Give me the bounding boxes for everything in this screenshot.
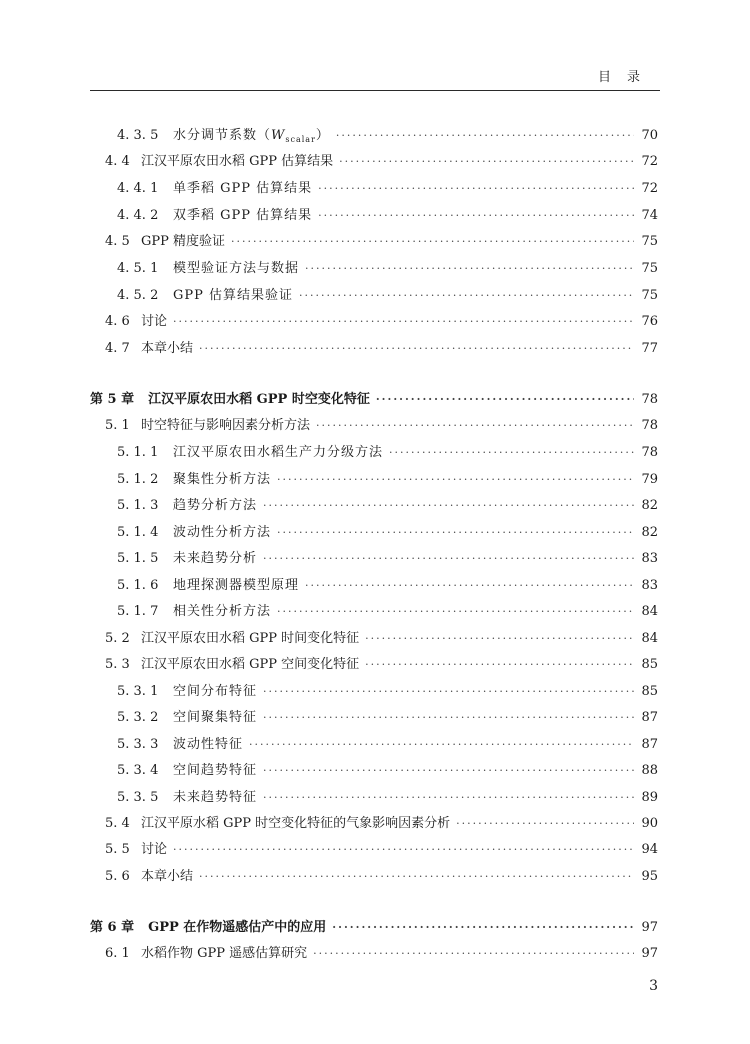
- toc-title: 未来趋势分析: [173, 551, 258, 566]
- leader-dots: [173, 843, 634, 856]
- toc-entry-5-3[interactable]: [105, 653, 658, 673]
- toc-entry-5-1-3[interactable]: [117, 494, 658, 514]
- toc-entry-5-3-2[interactable]: [117, 706, 658, 726]
- leader-dots: [277, 526, 634, 539]
- toc-number: 5. 5: [105, 842, 130, 857]
- toc-number: 5. 2: [105, 631, 130, 646]
- w-symbol: W: [271, 128, 286, 143]
- toc-title: 江汉平原农田水稻生产力分级方法: [173, 445, 384, 460]
- toc-page: 84: [641, 631, 658, 646]
- toc-entry-6-1[interactable]: [105, 942, 658, 962]
- toc-number: 5. 1. 7: [117, 604, 159, 619]
- leader-dots: [305, 579, 634, 592]
- leader-dots: [389, 446, 634, 459]
- toc-entry-5-3-5[interactable]: [117, 786, 658, 806]
- toc-number: 5. 1. 1: [117, 445, 159, 460]
- toc-number: 5. 1. 5: [117, 551, 159, 566]
- toc-chapter-5[interactable]: [90, 388, 658, 408]
- leader-dots: [263, 711, 634, 724]
- toc-page: 82: [641, 498, 658, 513]
- toc-page: 76: [641, 314, 658, 329]
- toc-page: 87: [641, 737, 658, 752]
- leader-dots: [199, 870, 634, 883]
- toc-number: 4. 7: [105, 341, 130, 356]
- toc-number: 4. 5. 1: [117, 261, 159, 276]
- leader-dots: [249, 738, 634, 751]
- toc-chapter-number: 第 5 章: [90, 392, 135, 407]
- toc-title: 波动性分析方法: [173, 525, 272, 540]
- toc-chapter-6[interactable]: [90, 916, 658, 936]
- leader-dots: [173, 315, 634, 328]
- leader-dots: [277, 473, 634, 486]
- toc-number: 5. 1. 2: [117, 472, 159, 487]
- leader-dots: [263, 791, 634, 804]
- toc-entry-5-1-2[interactable]: [117, 468, 658, 488]
- toc-title: 空间趋势特征: [173, 763, 258, 778]
- leader-dots: [316, 419, 634, 432]
- toc-page: 72: [641, 154, 658, 169]
- toc-number: 4. 4. 1: [117, 181, 159, 196]
- toc-number: 4. 4: [105, 154, 130, 169]
- leader-dots: [277, 605, 634, 618]
- toc-number: 5. 1. 6: [117, 578, 159, 593]
- toc-page: 75: [641, 261, 658, 276]
- toc-entry-5-1-4[interactable]: [117, 521, 658, 541]
- leader-dots: [332, 921, 634, 934]
- page-number: 3: [649, 978, 658, 994]
- toc-entry-5-1-1[interactable]: [117, 441, 658, 461]
- toc-page: 97: [641, 920, 658, 935]
- toc-entry-4-7[interactable]: [105, 337, 658, 357]
- toc-title: 江汉平原农田水稻 GPP 估算结果: [141, 154, 334, 169]
- toc-page: 82: [641, 525, 658, 540]
- toc-number: 5. 1. 4: [117, 525, 159, 540]
- leader-dots: [365, 658, 634, 671]
- leader-dots: [318, 209, 634, 222]
- toc-entry-4-6[interactable]: [105, 310, 658, 330]
- toc-page: 72: [641, 181, 658, 196]
- toc-page: 95: [641, 869, 658, 884]
- toc-title: 水稻作物 GPP 遥感估算研究: [141, 946, 308, 961]
- toc-page: 78: [641, 418, 658, 433]
- toc-title: 本章小结: [141, 341, 194, 356]
- toc-page: 75: [641, 234, 658, 249]
- toc-number: 5. 6: [105, 869, 130, 884]
- toc-entry-4-5-2[interactable]: [117, 284, 658, 304]
- toc-number: 4. 6: [105, 314, 130, 329]
- toc-page: 83: [641, 551, 658, 566]
- toc-title: 模型验证方法与数据: [173, 261, 300, 276]
- toc-entry-5-1-5[interactable]: [117, 547, 658, 567]
- leader-dots: [305, 262, 634, 275]
- leader-dots: [199, 342, 634, 355]
- toc-entry-5-4[interactable]: [105, 812, 658, 832]
- toc-page: 97: [641, 946, 658, 961]
- toc-number: 5. 3. 3: [117, 737, 159, 752]
- toc-number: 6. 1: [105, 946, 130, 961]
- toc-title: 双季稻 GPP 估算结果: [173, 208, 313, 223]
- toc-entry-5-5[interactable]: [105, 838, 658, 858]
- toc-number: 4. 3. 5: [117, 128, 159, 143]
- toc-page: 78: [641, 445, 658, 460]
- toc-page: 85: [641, 684, 658, 699]
- toc-number: 5. 1. 3: [117, 498, 159, 513]
- toc-title-head: 水分调节系数（: [173, 128, 272, 143]
- toc-title: 未来趋势特征: [173, 790, 258, 805]
- running-header: [90, 62, 660, 91]
- toc-title: 地理探测器模型原理: [173, 578, 300, 593]
- toc-page: 83: [641, 578, 658, 593]
- leader-dots: [456, 817, 634, 830]
- toc-title: 江汉平原农田水稻 GPP 时间变化特征: [141, 631, 360, 646]
- toc-number: 5. 3. 5: [117, 790, 159, 805]
- toc-title: 讨论: [141, 842, 168, 857]
- toc-page: 87: [641, 710, 658, 725]
- toc-title: 时空特征与影响因素分析方法: [141, 418, 311, 433]
- toc-number: 5. 3. 2: [117, 710, 159, 725]
- toc-chapter-title: 江汉平原农田水稻 GPP 时空变化特征: [148, 392, 370, 407]
- toc-entry-4-5-1[interactable]: [117, 257, 658, 277]
- toc-page: 79: [641, 472, 658, 487]
- toc-title: 江汉平原水稻 GPP 时空变化特征的气象影响因素分析: [141, 816, 451, 831]
- leader-dots: [231, 235, 634, 248]
- toc-entry-5-3-4[interactable]: [117, 759, 658, 779]
- leader-dots: [263, 499, 634, 512]
- leader-dots: [318, 182, 634, 195]
- toc-page: 88: [641, 763, 658, 778]
- toc-number: 4. 5. 2: [117, 288, 159, 303]
- toc-number: 5. 3: [105, 657, 130, 672]
- toc-entry-4-3-5[interactable]: [117, 124, 658, 144]
- toc-entry-5-3-3[interactable]: [117, 733, 658, 753]
- header-title: 目录: [597, 70, 656, 85]
- leader-dots: [263, 764, 634, 777]
- toc-entry-4-4-2[interactable]: [117, 204, 658, 224]
- toc-number: 5. 1: [105, 418, 130, 433]
- leader-dots: [299, 289, 634, 302]
- toc-number: 5. 4: [105, 816, 130, 831]
- toc-title: [173, 124, 330, 144]
- toc-title: 本章小结: [141, 869, 194, 884]
- leader-dots: [339, 155, 634, 168]
- toc-title: 空间分布特征: [173, 684, 258, 699]
- toc-page: 78: [641, 392, 658, 407]
- toc-title: GPP 估算结果验证: [173, 288, 294, 303]
- leader-dots: [365, 632, 634, 645]
- toc-entry-4-5[interactable]: [105, 230, 658, 250]
- toc-title: 波动性特征: [173, 737, 244, 752]
- toc-page: 84: [641, 604, 658, 619]
- toc-title: 相关性分析方法: [173, 604, 272, 619]
- toc-page: 74: [641, 208, 658, 223]
- toc-number: 4. 5: [105, 234, 130, 249]
- toc-title: 讨论: [141, 314, 168, 329]
- toc-entry-5-6[interactable]: [105, 865, 658, 885]
- toc-page: 90: [641, 816, 658, 831]
- toc-entry-4-4-1[interactable]: [117, 177, 658, 197]
- leader-dots: [263, 685, 634, 698]
- toc-page: 77: [641, 341, 658, 356]
- toc-title: 单季稻 GPP 估算结果: [173, 181, 313, 196]
- leader-dots: [313, 947, 634, 960]
- toc-entry-5-1-7[interactable]: [117, 600, 658, 620]
- toc-title: 趋势分析方法: [173, 498, 258, 513]
- toc-entry-4-4[interactable]: [105, 150, 658, 170]
- toc-title-tail: ）: [315, 128, 330, 143]
- toc-number: 5. 3. 4: [117, 763, 159, 778]
- toc-number: 4. 4. 2: [117, 208, 159, 223]
- toc-chapter-title: GPP 在作物遥感估产中的应用: [148, 920, 327, 935]
- toc-entry-5-2[interactable]: [105, 627, 658, 647]
- toc-title: 空间聚集特征: [173, 710, 258, 725]
- toc-page: 85: [641, 657, 658, 672]
- toc-chapter-number: 第 6 章: [90, 920, 135, 935]
- toc-entry-5-3-1[interactable]: [117, 680, 658, 700]
- w-subscript: scalar: [285, 135, 316, 144]
- toc-page: 75: [641, 288, 658, 303]
- toc-page: 70: [641, 128, 658, 143]
- leader-dots: [263, 552, 634, 565]
- leader-dots: [336, 129, 634, 142]
- leader-dots: [376, 393, 634, 406]
- toc-title: GPP 精度验证: [141, 234, 226, 249]
- toc-title: 江汉平原农田水稻 GPP 空间变化特征: [141, 657, 360, 672]
- toc-page: 94: [641, 842, 658, 857]
- toc-page: 89: [641, 790, 658, 805]
- toc-entry-5-1-6[interactable]: [117, 574, 658, 594]
- toc-title: 聚集性分析方法: [173, 472, 272, 487]
- toc-number: 5. 3. 1: [117, 684, 159, 699]
- toc-entry-5-1[interactable]: [105, 414, 658, 434]
